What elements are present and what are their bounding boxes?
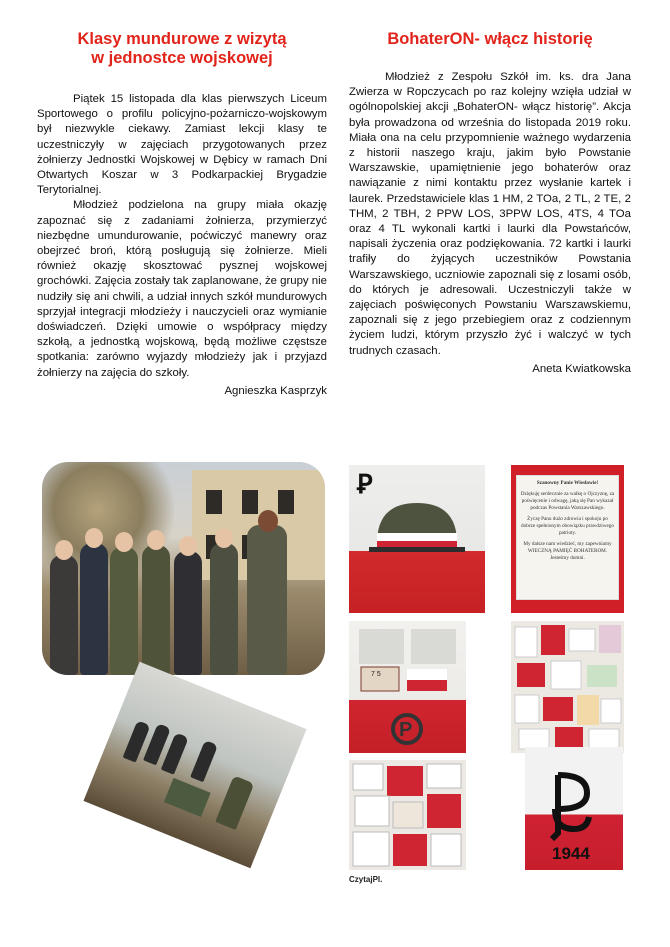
person — [174, 551, 202, 675]
photo-helmet-card — [349, 465, 485, 613]
helmet-card-graphic — [349, 465, 485, 613]
person — [210, 543, 238, 675]
photo-cards-collection — [511, 621, 624, 753]
photo-polska-walczaca-sign — [525, 747, 623, 870]
equipment-box — [164, 778, 211, 817]
person — [142, 545, 170, 675]
polska-walczaca-graphic — [525, 747, 623, 870]
photo-cards-collage — [349, 760, 466, 870]
flag-card-graphic — [349, 621, 466, 753]
photo-letter — [511, 465, 624, 613]
cards-collection-graphic — [511, 621, 624, 753]
left-paragraph-1: Piątek 15 listopada dla klas pierwszych Liceum Sportowego o profilu policyjno-pożarniczo-wojskowym był niezwykle ciekawy. Zamiast lekcji klasy te uczestniczyły w zajęciach przygotowanych przez żołnierzy Jednostki Wojskowej w Dębicy w ramach Dni Otwartych Koszar w 3 Podkarpackiej Brygadzie Terytorialnej. — [37, 93, 327, 197]
person — [50, 555, 78, 675]
left-paragraph-2: Młodzież podzielona na grupy miała okazję zapoznać się z zadaniami żołnierza, przymierzyć niezbędne umundurowanie, poćwiczyć manewry oraz obejrzeć broń, którą posługują się żołnierze. Mieli również okazję skosztować pysznej wojskowej grochówki. Zajęcia zostały tak zaplanowane, że grupy nie nudziły się ani chwili, a udział innych szkół mundurowych sprzyjał integracji młodzieży i nauczycieli oraz wymianie doświadczeń. Dzięki umowie o współpracy między szkołą, a jednostką wojskową, będą możliwe częstsze spotkania: zarówno wyjazdy młodzieży jak i przyjazd żołnierzy na zajęcia do szkoły. — [37, 199, 327, 379]
svg-text:Ꝑ: Ꝑ — [357, 469, 373, 499]
photo-field-exercise — [83, 662, 306, 869]
photo-students-military — [42, 462, 325, 675]
svg-text:P: P — [399, 719, 413, 741]
left-author: Agnieszka Kasprzyk — [224, 384, 327, 397]
left-title-line1: Klasy mundurowe z wizytą — [77, 30, 287, 48]
right-author: Aneta Kwiatkowska — [532, 362, 631, 375]
person — [247, 525, 287, 675]
letter-paper: Szanowny Panie Wiesławie! Dziękuję serdecznie za walkę o Ojczyznę, za poświęcenie i odwagę, jaką się Pan wykazał podczas Powstania Warszawskiego. Życzę Panu dużo zdrowia i spokoju po dobrze spełnionym obowiązku prawdziwego patrioty. My dalsze nam wiedzieć, my zapewniamy WIECZNĄ PAMIĘĆ BOHATEROM. Jesteśmy dumni. — [516, 475, 619, 600]
left-article — [37, 30, 327, 397]
left-title-line2: w jednostce wojskowej — [91, 49, 273, 67]
photo-flag-card — [349, 621, 466, 753]
right-paragraph-1: Młodzież z Zespołu Szkół im. ks. dra Jana Zwierza w Ropczycach po raz kolejny wzięła udział w ogólnopolskiej akcji „BohaterON- włącz historię”. Akcja była prowadzona od września do listopada 2019 roku. Miała ona na celu przypomnienie ważnego wydarzenia z historii naszego kraju, jakim było Powstanie Warszawskie, upamiętnienie jego bohaterów oraz nawiązanie z nimi kontaktu przez wysłanie kartek i laurek. Przedstawiciele klas 1 HM, 2 TOa, 2 TL, 2 TE, 2 THM, 2 TBH, 2 PPW LOS, 3PPW LOS, 4TS, 4 TOa oraz 4 TL wykonali kartki i laurki dla Powstańców, napisali życzenia oraz podziękowania. 72 kartki i laurki trafiły do żyjących uczestników Powstania Warszawskiego, uczniowie zapoznali się z losami osób, do których je adresowali. Uczestniczyli także w zajęciach poświęconych Powstaniu Warszawskiemu, zapoznali się z jego przebiegiem oraz z codziennym życiem ludzi, którym przyszło żyć i walczyć w tych trudnych czasach. — [349, 71, 631, 357]
svg-text:7 5: 7 5 — [371, 671, 381, 678]
person — [80, 543, 108, 675]
left-article-title — [37, 30, 327, 68]
collage-graphic — [349, 760, 466, 870]
photo-caption: CzytajPl. — [349, 875, 383, 884]
svg-text:1944: 1944 — [552, 844, 590, 863]
person — [110, 547, 138, 675]
right-article-title: BohaterON- włącz historię — [387, 30, 593, 48]
right-article — [349, 30, 631, 375]
